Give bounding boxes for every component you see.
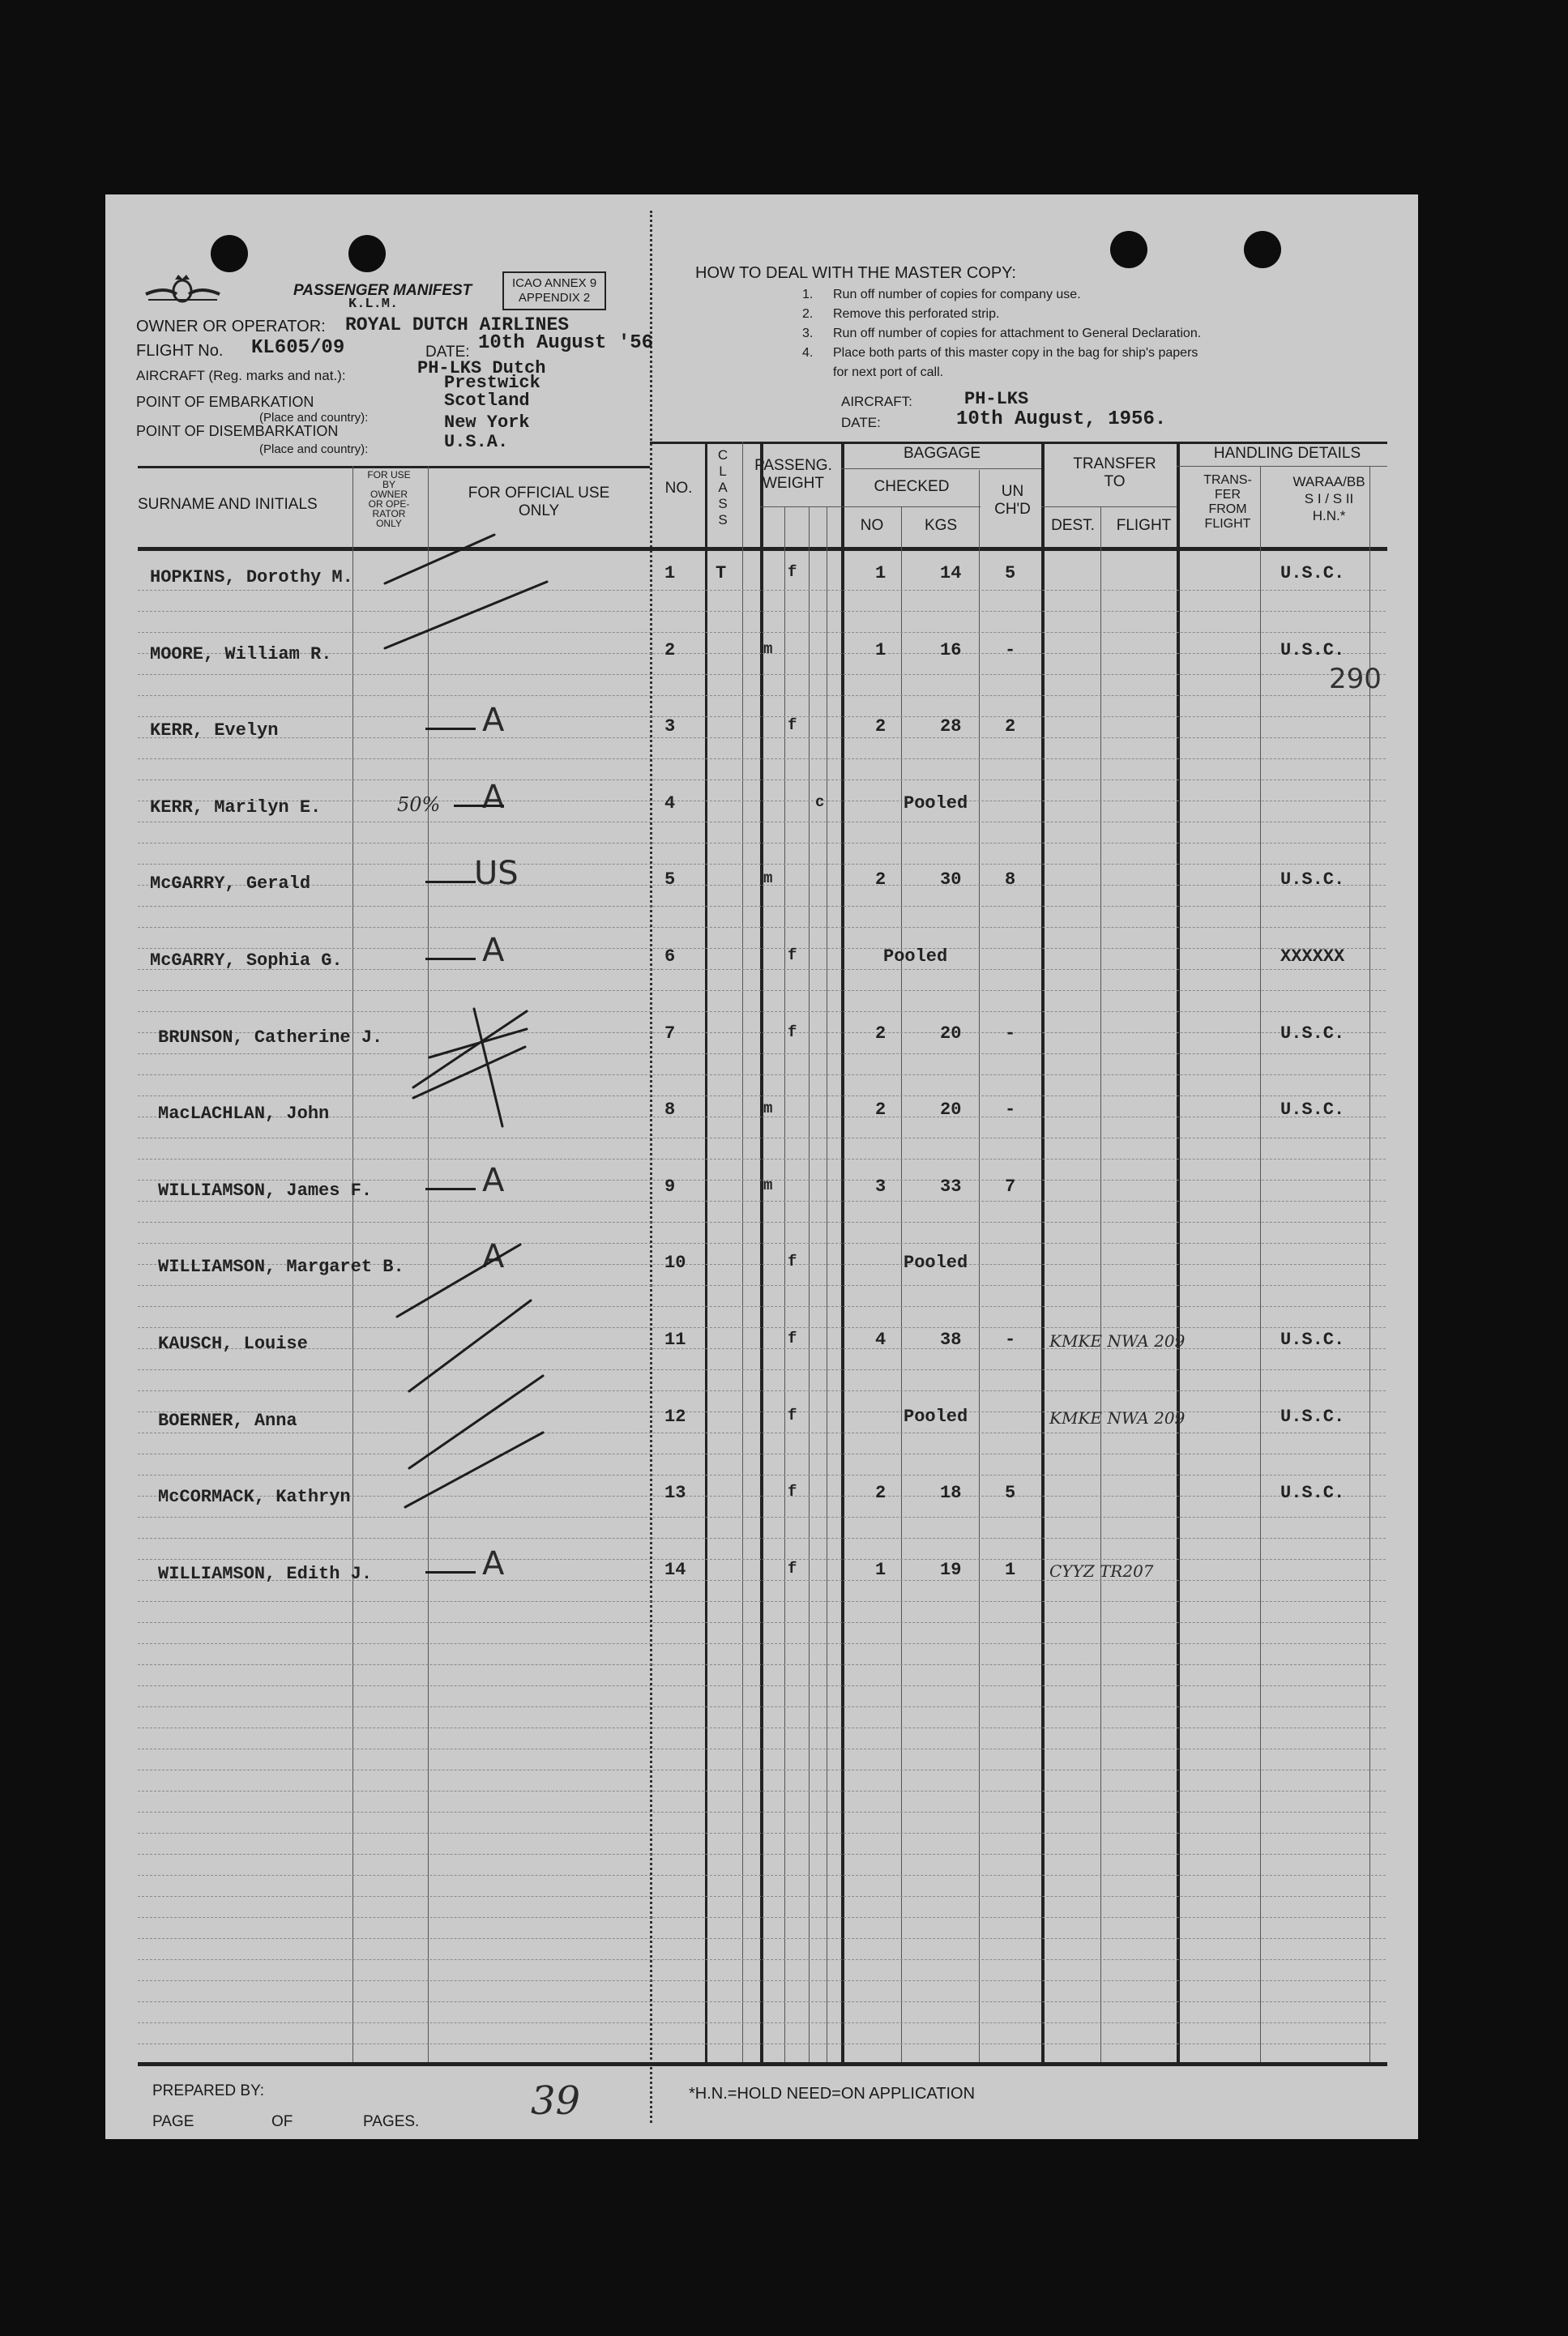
hold-need-note: *H.N.=HOLD NEED=ON APPLICATION	[689, 2085, 976, 2103]
passenger-sex: m	[763, 1100, 773, 1117]
baggage-pooled: Pooled	[904, 1407, 968, 1427]
waraa-line: H.N.*	[1312, 508, 1346, 523]
passenger-no: 14	[664, 1560, 686, 1580]
passenger-name: BRUNSON, Catherine J.	[158, 1027, 383, 1048]
transfer-dest: KMKE NWA 209	[1049, 1331, 1186, 1351]
place-country-note: (Place and country):	[259, 442, 369, 456]
passenger-no: 2	[664, 640, 676, 660]
baggage-unchecked: -	[1005, 640, 1016, 660]
passenger-no: 6	[664, 946, 676, 967]
class-letter: C	[717, 447, 728, 463]
baggage-kgs: 20	[940, 1023, 962, 1044]
passenger-name: BOERNER, Anna	[158, 1411, 297, 1431]
instructions-title: HOW TO DEAL WITH THE MASTER COPY:	[695, 264, 1016, 282]
baggage-unchecked: 5	[1005, 563, 1016, 583]
passeng-line: PASSENG.	[754, 457, 832, 474]
waraa-line: WARAA/BB	[1292, 474, 1365, 489]
baggage-count: 1	[875, 640, 887, 660]
date-label: DATE:	[425, 344, 470, 361]
passenger-class: T	[716, 563, 727, 583]
hold-need-status: U.S.C.	[1280, 640, 1345, 660]
hold-need-status: U.S.C.	[1280, 869, 1345, 890]
official-use-mark: A	[482, 932, 505, 969]
embark-country: Scotland	[444, 391, 530, 411]
passenger-name: McGARRY, Gerald	[150, 873, 311, 894]
passenger-sex: f	[788, 563, 797, 581]
class-letter: S	[718, 512, 728, 527]
baggage-kgs: 19	[940, 1560, 962, 1580]
pages-label: PAGES.	[363, 2113, 420, 2130]
instruction-step: 4. Place both parts of this master copy in the bag for ship's papers	[802, 346, 1198, 360]
instr-aircraft-value: PH-LKS	[964, 389, 1029, 409]
official-use-mark: A	[482, 1238, 505, 1275]
passenger-name: MacLACHLAN, John	[158, 1104, 330, 1124]
passenger-no: 11	[664, 1330, 686, 1350]
manifest-title: PASSENGER MANIFEST	[293, 282, 472, 299]
passenger-name: HOPKINS, Dorothy M.	[150, 567, 353, 587]
hold-need-status: XXXXXX	[1280, 946, 1345, 967]
class-letter: S	[718, 496, 728, 511]
passenger-name: KAUSCH, Louise	[158, 1334, 308, 1354]
disembark-country: U.S.A.	[444, 432, 509, 452]
baggage-unchecked: 8	[1005, 869, 1016, 890]
col-dest: DEST.	[1051, 517, 1095, 534]
transfer-dest: CYYZ TR207	[1049, 1561, 1154, 1581]
baggage-kgs: 33	[940, 1177, 962, 1197]
passenger-name: WILLIAMSON, Edith J.	[158, 1564, 373, 1584]
fare-percent: 50%	[397, 793, 441, 816]
owner-use-line: BY	[382, 479, 395, 490]
baggage-kgs: 38	[940, 1330, 962, 1350]
icao-line: ICAO ANNEX 9	[512, 276, 597, 290]
col-kgs: KGS	[924, 517, 958, 534]
col-no: NO.	[664, 480, 693, 497]
passenger-name: KERR, Marilyn E.	[150, 797, 322, 818]
baggage-pooled: Pooled	[904, 1253, 968, 1273]
unchd-line: CH'D	[994, 501, 1031, 518]
passenger-name: WILLIAMSON, James F.	[158, 1181, 373, 1201]
col-bag-no: NO	[860, 517, 884, 534]
baggage-count: 2	[875, 1023, 887, 1044]
passenger-name: KERR, Evelyn	[150, 720, 279, 741]
owner-use-line: OWNER	[370, 489, 408, 500]
transfer-dest: KMKE NWA 209	[1049, 1408, 1186, 1428]
col-handling: HANDLING DETAILS	[1213, 445, 1361, 462]
baggage-kgs: 30	[940, 869, 962, 890]
passenger-no: 8	[664, 1100, 676, 1120]
passenger-sex: m	[763, 869, 773, 887]
passenger-sex: f	[788, 1023, 797, 1041]
baggage-kgs: 16	[940, 640, 962, 660]
aircraft-value: PH-LKS Dutch	[417, 358, 546, 378]
hold-need-status: U.S.C.	[1280, 1483, 1345, 1503]
baggage-count: 2	[875, 1100, 887, 1120]
passenger-no: 1	[664, 563, 676, 583]
baggage-count: 2	[875, 1483, 887, 1503]
hold-need-status: U.S.C.	[1280, 1023, 1345, 1044]
passenger-no: 7	[664, 1023, 676, 1044]
baggage-count: 1	[875, 1560, 887, 1580]
owner-value: ROYAL DUTCH AIRLINES	[345, 314, 570, 335]
baggage-unchecked: 5	[1005, 1483, 1016, 1503]
embark-city: Prestwick	[444, 373, 540, 393]
official-use-mark: A	[482, 1162, 505, 1199]
icao-line: APPENDIX 2	[518, 291, 591, 305]
passenger-name: McGARRY, Sophia G.	[150, 950, 343, 971]
prepared-by-label: PREPARED BY:	[152, 2082, 264, 2099]
instruction-step: 1. Run off number of copies for company use.	[802, 288, 1081, 301]
passenger-sex: f	[788, 1407, 797, 1424]
passenger-no: 4	[664, 793, 676, 814]
instr-date-label: DATE:	[841, 415, 881, 430]
place-country-note: (Place and country):	[259, 411, 369, 425]
col-surname: SURNAME AND INITIALS	[138, 496, 318, 513]
baggage-count: 3	[875, 1177, 887, 1197]
date-value: 10th August '56	[478, 332, 654, 354]
instr-date-value: 10th August, 1956.	[956, 408, 1167, 430]
baggage-count: 1	[875, 563, 887, 583]
instruction-step: 3. Run off number of copies for attachment to General Declaration.	[802, 327, 1202, 340]
passenger-no: 3	[664, 716, 676, 737]
owner-label: OWNER OR OPERATOR:	[136, 318, 326, 335]
owner-use-line: ONLY	[376, 518, 402, 529]
baggage-count: 2	[875, 716, 887, 737]
baggage-pooled: Pooled	[883, 946, 948, 967]
passenger-name: McCORMACK, Kathryn	[158, 1487, 351, 1507]
of-label: OF	[271, 2113, 293, 2130]
class-letter: A	[718, 480, 728, 495]
waraa-line: S I / S II	[1304, 491, 1354, 506]
embark-label: POINT OF EMBARKATION	[136, 394, 314, 410]
passenger-sex: c	[815, 793, 825, 811]
owner-use-line: OR OPE-	[368, 498, 410, 510]
instruction-step: 2. Remove this perforated strip.	[802, 307, 1000, 321]
transfer-from-line: FLIGHT	[1204, 517, 1251, 531]
transfer-line: TRANSFER	[1073, 455, 1156, 472]
official-use-line: ONLY	[518, 502, 560, 519]
passenger-sex: f	[788, 1560, 797, 1578]
passenger-no: 10	[664, 1253, 686, 1273]
official-use-mark: A	[482, 702, 505, 739]
org-abbrev: K.L.M.	[348, 297, 399, 312]
passenger-sex: m	[763, 1177, 773, 1194]
passenger-name: MOORE, William R.	[150, 644, 332, 664]
passenger-no: 12	[664, 1407, 686, 1427]
hold-need-status: U.S.C.	[1280, 1407, 1345, 1427]
instruction-step-cont: for next port of call.	[833, 365, 944, 379]
official-use-mark: A	[482, 1545, 505, 1582]
owner-use-line: FOR USE	[367, 469, 411, 480]
passenger-no: 9	[664, 1177, 676, 1197]
baggage-kgs: 20	[940, 1100, 962, 1120]
col-flight: FLIGHT	[1116, 517, 1172, 534]
owner-use-line: RATOR	[372, 508, 406, 519]
passenger-sex: f	[788, 1483, 797, 1501]
transfer-from-line: FROM	[1208, 502, 1247, 516]
baggage-unchecked: -	[1005, 1023, 1016, 1044]
passeng-line: WEIGHT	[763, 475, 824, 492]
passenger-no: 13	[664, 1483, 686, 1503]
baggage-unchecked: 2	[1005, 716, 1016, 737]
unchd-line: UN	[1001, 483, 1024, 500]
passenger-no: 5	[664, 869, 676, 890]
baggage-unchecked: -	[1005, 1100, 1016, 1120]
passenger-sex: f	[788, 1330, 797, 1347]
baggage-unchecked: -	[1005, 1330, 1016, 1350]
manifest-sheet	[105, 194, 1418, 2139]
disembark-city: New York	[444, 412, 530, 433]
baggage-unchecked: 7	[1005, 1177, 1016, 1197]
baggage-kgs: 28	[940, 716, 962, 737]
passenger-name: WILLIAMSON, Margaret B.	[158, 1257, 404, 1277]
official-use-mark: US	[474, 855, 519, 892]
passenger-sex: f	[788, 1253, 797, 1270]
passenger-sex: f	[788, 946, 797, 964]
official-use-line: FOR OFFICIAL USE	[468, 485, 610, 502]
transfer-from-line: FER	[1215, 488, 1241, 502]
flight-label: FLIGHT No.	[136, 342, 224, 360]
aircraft-label: AIRCRAFT (Reg. marks and nat.):	[136, 368, 346, 383]
official-use-marks	[105, 194, 1418, 2139]
col-baggage: BAGGAGE	[903, 445, 981, 462]
official-use-mark: A	[482, 779, 505, 816]
transfer-line: TO	[1104, 473, 1126, 490]
page-label: PAGE	[152, 2113, 194, 2130]
baggage-count: 2	[875, 869, 887, 890]
baggage-pooled: Pooled	[904, 793, 968, 814]
col-checked: CHECKED	[874, 478, 950, 495]
preparer-initials: 39	[531, 2078, 581, 2124]
class-letter: L	[719, 463, 727, 479]
baggage-kgs: 14	[940, 563, 962, 583]
hold-need-status: U.S.C.	[1280, 563, 1345, 583]
transfer-from-line: TRANS-	[1203, 473, 1252, 487]
hold-need-status: U.S.C.	[1280, 1330, 1345, 1350]
passenger-sex: f	[788, 716, 797, 734]
hold-need-status: U.S.C.	[1280, 1100, 1345, 1120]
baggage-unchecked: 1	[1005, 1560, 1016, 1580]
flight-value: KL605/09	[251, 337, 345, 359]
instr-aircraft-label: AIRCRAFT:	[841, 394, 912, 409]
disembark-label: POINT OF DISEMBARKATION	[136, 423, 339, 439]
passenger-sex: m	[763, 640, 773, 658]
baggage-kgs: 18	[940, 1483, 962, 1503]
margin-note: 290	[1329, 663, 1382, 695]
baggage-count: 4	[875, 1330, 887, 1350]
